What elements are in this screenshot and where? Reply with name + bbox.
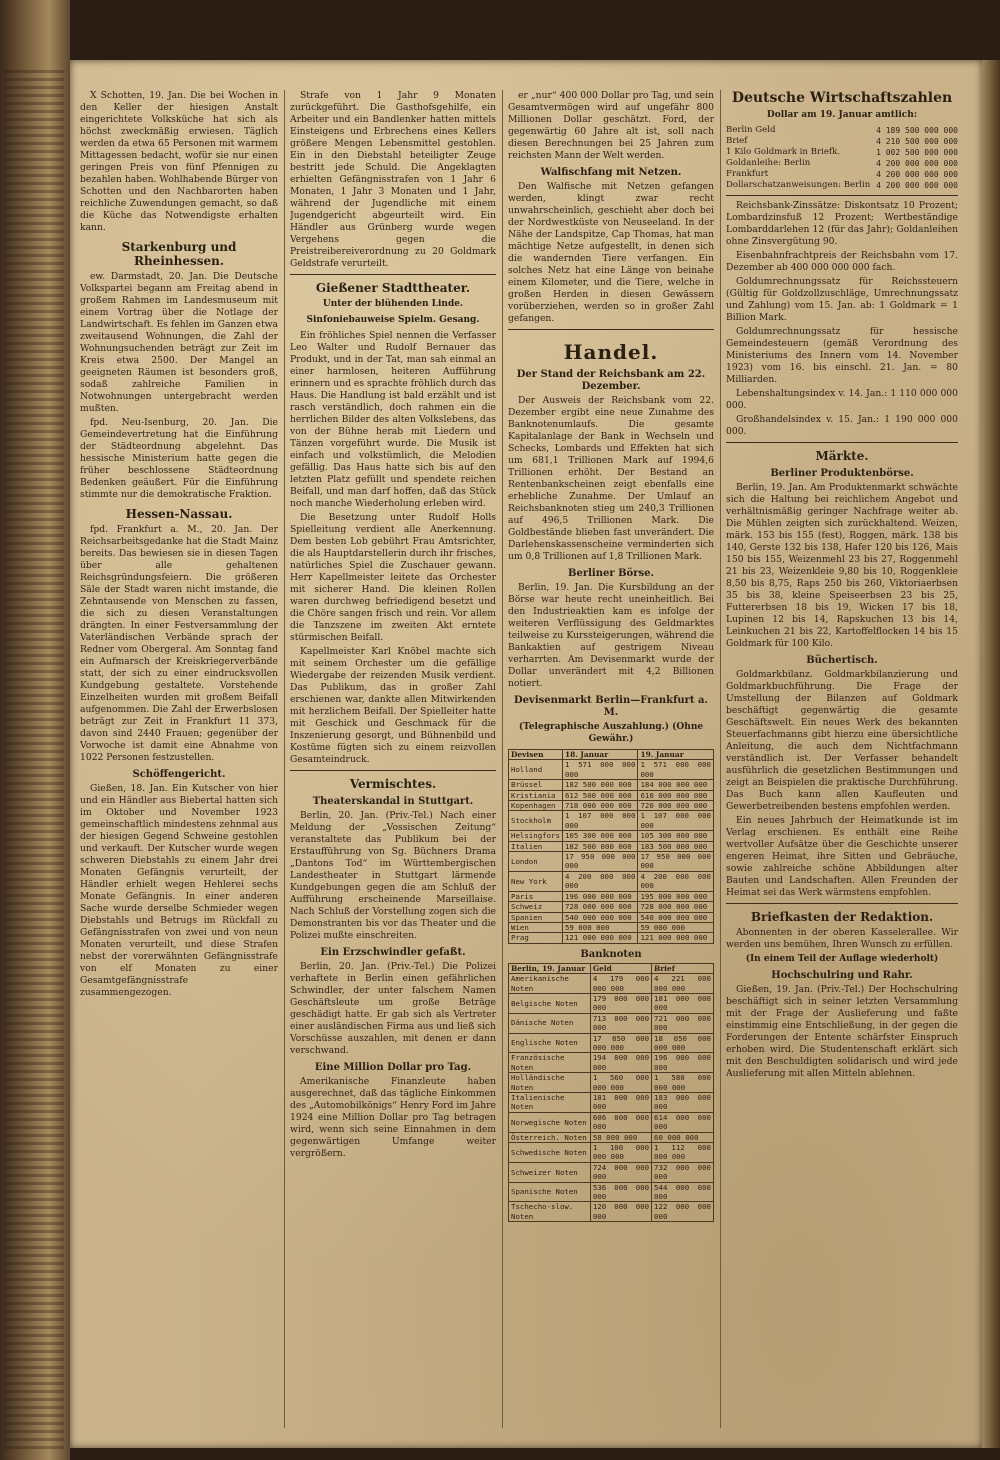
- table-cell: 121 000 000 000: [638, 933, 714, 943]
- article-paragraph: Berlin, 19. Jan. Am Produktenmarkt schwächte sich die Haltung bei reichlichem Angebot und verhältnismäßig geringer Nachfrage weiter ab. Die Mühlen zeigten sich zurückhaltend. Weizen, märk. 153 bis 155 (fest), Roggen, märk. 138 bis 140, Gerste 132 bis 138, Hafer 120 bis 126, Mais 150 bis 155, Weizenmehl 23 bis 27, Roggenmehl 21 bis 23, Weizenkleie 9,80 bis 10, Roggenkleie 8,50 bis 8,75, Raps 250 bis 260, Viktoriaerbsen 35 bis 38, kleine Speiseerbsen 23 bis 25, Futtererbsen 18 bis 19, Wicken 17 bis 18, Lupinen 12 bis 14, Rapskuchen 13 bis 14, Leinkuchen 21 bis 22, Kartoffelflocken 14 bis 15 Goldmark für 100 Kilo.: [726, 482, 958, 649]
- column-4: [726, 90, 958, 1428]
- table-cell: 536 000 000 000: [590, 1182, 651, 1202]
- table-subtitle: (Telegraphische Auszahlung.) (Ohne Gewähr.): [518, 722, 704, 744]
- table-cell: London: [509, 852, 563, 872]
- table-cell: Dänische Noten: [509, 1013, 591, 1033]
- article-paragraph: Berlin, 19. Jan. Die Kursbildung an der Börse war heute recht uneinheitlich. Bei den Industrieaktien kam es infolge der weiteren Verflüssigung des Geldmarktes teilweise zu Kurssteigerungen, während die Bankaktien auf gestrigem Niveau verharrten. Am Devisenmarkt wurde der Dollar unverändert mit 4,2 Billionen notiert.: [508, 582, 714, 689]
- article-heading: Theaterskandal in Stuttgart.: [312, 796, 474, 807]
- table-row: [509, 974, 714, 994]
- table-cell: 59 000 000: [562, 922, 638, 932]
- table-cell: 194 000 000 000: [590, 1053, 651, 1073]
- section-heading-handel: Handel.: [563, 340, 659, 364]
- table-cell: 718 000 000 000: [562, 801, 638, 811]
- table-row: [509, 1143, 714, 1163]
- table-cell: Prag: [509, 933, 563, 943]
- column-rule: [720, 90, 721, 1428]
- table-cell: 181 000 000 000: [590, 1093, 651, 1113]
- article-paragraph: Goldmarkbilanz. Goldmarkbilanzierung und Goldmarkbuchführung. Die Frage der Umstellung der Bilanzen auf Goldmark beschäftigt gegenwärtig die gesamte Geschäftswelt. Ein neues Werk des bekannten Steuerfachmanns gibt hierzu eine übersichtliche Anleitung, die auch dem Nichtfachmann verständlich ist. Der Verfasser behandelt ausführlich die gesetzlichen Bestimmungen und zeigt an Beispielen die praktische Durchführung. Das Buch kann allen Kaufleuten und Gewerbetreibenden bestens empfohlen werden.: [726, 669, 958, 812]
- table-cell: 184 000 000 000: [638, 780, 714, 790]
- table-row: [509, 811, 714, 831]
- divider: [508, 329, 714, 330]
- adjacent-page-text: [4, 70, 64, 1450]
- table-row: [509, 1033, 714, 1053]
- article-paragraph: Berlin, 20. Jan. (Priv.-Tel.) Die Polizei verhaftete in Berlin einen gefährlichen Schwindler, der unter falschem Namen Geschäftsleute um große Beträge geschädigt hatte. Er gab sich als Vertreter einer ausländischen Firma aus und ließ sich Vorschüsse auszahlen, mit denen er dann verschwand.: [290, 961, 496, 1056]
- table-cell: Stockholm: [509, 811, 563, 831]
- article-paragraph: Kapellmeister Karl Knöbel machte sich mit seinem Orchester um die gefällige Wiedergabe der reizenden Musik verdient. Das Publikum, das in großer Zahl erschienen war, dankte allen Mitwirkenden mit herzlichem Beifall. Der Spielleiter hatte mit Geschick und Geschmack für die Inszenierung gesorgt, und Bühnenbild und Kostüme fügten sich zu einem reizvollen Gesamteindruck.: [290, 646, 496, 765]
- table-cell: 183 000 000 000: [652, 1093, 714, 1113]
- table-cell: 540 000 000 000: [638, 912, 714, 922]
- table-cell: 606 000 000 000: [590, 1112, 651, 1132]
- article-paragraph: Reichsbank-Zinssätze: Diskontsatz 10 Prozent; Lombardzinsfuß 12 Prozent; Wertbeständige Lombarddarlehen 12 (für das Jahr); Goldanleihen ohne Zinsvergütung 90.: [726, 200, 958, 247]
- divider: [290, 770, 496, 771]
- table-cell: 196 000 000 000: [652, 1053, 714, 1073]
- table-cell: New York: [509, 871, 563, 891]
- table-cell: Schweiz: [509, 902, 563, 912]
- table-row: [509, 871, 714, 891]
- article-paragraph: Abonnenten in der oberen Kasselerallee. Wir werden uns bemühen, Ihren Wunsch zu erfüllen.: [726, 927, 958, 950]
- table-cell: 544 000 000 000: [652, 1182, 714, 1202]
- article-paragraph: fpd. Neu-Isenburg, 20. Jan. Die Gemeindevertretung hat die Einführung der Städteordnung abgelehnt. Das hessische Ministerium hatte gegen die früher beschlossene Städteordnung Bedenken geäußert. Für die Einführung stimmte nur die demokratische Fraktion.: [80, 417, 278, 500]
- section-heading: Gießener Stadttheater.: [315, 281, 471, 295]
- table-title: Devisenmarkt Berlin—Frankfurt a. M.: [514, 695, 708, 718]
- rate-value: 4 200 000 000 000: [876, 170, 958, 179]
- table-cell: 713 000 000 000: [590, 1013, 651, 1033]
- article-paragraph: Den Walfische mit Netzen gefangen werden, klingt zwar recht unwahrscheinlich, geschieht aber doch bei der Nordwestküste von Neuseeland. In der Nähe der Landspitze, Cap Thomas, hat man mächtige Netze aufgestellt, in denen sich die wandernden Tiere verfangen. Ein solches Netz hat eine Länge von beinahe einem Kilometer, und die Tiere, welche in großen Herden in diesen Gewässern vorüberziehen, werden so in großer Zahl gefangen.: [508, 181, 714, 324]
- table-row: [509, 1132, 714, 1142]
- dollar-rates-list: [726, 125, 958, 191]
- rate-value: 4 200 000 000 000: [876, 181, 958, 190]
- table-row: [509, 1073, 714, 1093]
- table-cell: 728 000 000 000: [562, 902, 638, 912]
- table-cell: Österreich. Noten: [509, 1132, 591, 1142]
- table-row: [509, 891, 714, 901]
- table-cell: 721 000 000 000: [652, 1013, 714, 1033]
- table-row: [509, 902, 714, 912]
- rate-label: Brief: [726, 136, 748, 146]
- table-cell: Französische Noten: [509, 1053, 591, 1073]
- table-row: [509, 922, 714, 932]
- table-cell: 1 560 000 000 000: [590, 1073, 651, 1093]
- table-header-cell: 18. Januar: [562, 750, 638, 760]
- table-cell: 1 112 000 000 000: [652, 1143, 714, 1163]
- article-paragraph: Goldumrechnungssatz für hessische Gemeindesteuern (gemäß Verordnung des Ministeriums des Innern vom 14. November 1923) vom 16. bis einschl. 21. Jan. = 80 Milliarden.: [726, 326, 958, 385]
- article-paragraph: Berlin, 20. Jan. (Priv.-Tel.) Nach einer Meldung der „Vossischen Zeitung“ veranstaltete das Publikum bei der Erstaufführung von Sg. Büchners Drama „Dantons Tod“ im Württembergischen Landestheater in Stuttgart lärmende Kundgebungen gegen die am Schluß der Aufführung erscheinende Marseillaise. Nach Schluß der Vorstellung zogen sich die Demonstranten bis vor das Theater und die Polizei mußte einschreiten.: [290, 810, 496, 941]
- article-heading: Ein Erzschwindler gefaßt.: [320, 947, 466, 958]
- table-cell: Englische Noten: [509, 1033, 591, 1053]
- section-heading: Hessen-Nassau.: [125, 507, 233, 521]
- article-paragraph: fpd. Frankfurt a. M., 20. Jan. Der Reichsarbeitsgedanke hat die Stadt Mainz bereits. Das bewiesen sie in diesen Tagen über alle gehaltenen Reichsgründungsfeiern. Die größeren Säle der Stadt waren nicht imstande, die Zehntausende von Menschen zu fassen, die sich zu diesen Veranstaltungen drängten. In einer Festversammlung der Vaterländischen Verbände sprach der Redner vom Obergeral. Am Sonntag fand ein Aufmarsch der Kreiskriegerverbände statt, der sich zu einer eindrucksvollen Kundgebung gestaltete. Vorstehende Einzelheiten wurden mit großem Beifall aufgenommen. Die Zahl der Erwerbslosen beträgt zur Zeit in Frankfurt 11 373, davon sind 2440 Frauen; gegenüber der Vorwoche ist damit eine Abnahme von 1022 Personen festzustellen.: [80, 524, 278, 763]
- article-heading: Berliner Börse.: [568, 568, 654, 579]
- rate-row: [726, 158, 958, 169]
- column-rule: [284, 90, 285, 1428]
- table-title: Banknoten: [580, 948, 642, 960]
- table-cell: 105 300 000 000: [562, 831, 638, 841]
- article-paragraph: X Schotten, 19. Jan. Die bei Wochen in den Keller der hiesigen Anstalt eingerichtete Volksküche hat sich als höchst zweckmäßig erwiesen. Täglich werden da etwa 65 Personen mit warmem Mittagessen bedacht, wofür sie nur einen geringen Preis von fünf Pfennigen zu bezahlen haben. Wohlhabende Bürger von Schotten und den Nachbarorten haben reichliche Zuwendungen gemacht, so daß die Küche das Notwendigste erhalten kann.: [80, 90, 278, 233]
- article-paragraph: Ein neues Jahrbuch der Heimatkunde ist im Verlag erschienen. Es enthält eine Reihe wertvoller Aufsätze über die Geschichte unserer engeren Heimat, ihre Sitten und Gebräuche, sowie zahlreiche schöne Abbildungen alter Bauten und Landschaften. Allen Freunden der Heimat sei das Werk wärmstens empfohlen.: [726, 815, 958, 898]
- table-cell: 59 000 000: [638, 922, 714, 932]
- table-cell: 728 000 000 000: [638, 902, 714, 912]
- table-cell: Italien: [509, 841, 563, 851]
- table-cell: 60 000 000: [652, 1132, 714, 1142]
- rate-label: Berlin Geld: [726, 125, 776, 135]
- table-cell: 4 200 000 000 000: [562, 871, 638, 891]
- article-paragraph: Großhandelsindex v. 15. Jan.: 1 190 000 000 000.: [726, 414, 958, 437]
- table-cell: 17 950 000 000 000: [562, 852, 638, 872]
- page-edge-right: [980, 60, 1000, 1448]
- article-paragraph: ew. Darmstadt, 20. Jan. Die Deutsche Volkspartei begann am Freitag abend in großem Rahmen im Landesmuseum mit einem Vortrag über die Notlage der Landwirtschaft. Es fehlen im Ganzen etwa zweitausend Wohnungen, die Zahl der Wohnungsuchenden beträgt zur Zeit im Kreis etwa 2500. Der Mangel an geeigneten Räumen ist besonders groß, sodaß zahlreiche Familien in Notwohnungen untergebracht werden mußten.: [80, 271, 278, 414]
- table-row: [509, 760, 714, 780]
- table-header-cell: Geld: [590, 963, 651, 973]
- table-cell: Wien: [509, 922, 563, 932]
- rate-value: 1 002 500 000 000: [876, 148, 958, 157]
- column-1: [80, 90, 278, 1428]
- section-heading: Briefkasten der Redaktion.: [750, 910, 934, 924]
- table-cell: Spanien: [509, 912, 563, 922]
- article-subtitle: Unter der blühenden Linde.: [322, 299, 464, 309]
- article-paragraph: Der Ausweis der Reichsbank vom 22. Dezember ergibt eine neue Zunahme des Banknotenumlaufs. Die gesamte Kapitalanlage der Bank in Wechseln und Schecks, Lombards und Effekten hat sich um 681,1 Trillionen Mark auf 1994,6 Trillionen erhöht. Der Bestand an Rentenbankscheinen zeigt ebenfalls eine erhebliche Zunahme. Der Umlauf an Reichsbanknoten stieg um 240,3 Trillionen auf 496,5 Trillionen Mark. Die Goldbestände blieben fast unverändert. Die Darlehenskassenscheine verminderten sich um 0,8 Trillionen auf 1,8 Trillionen Mark.: [508, 395, 714, 562]
- table-cell: 183 500 000 000: [638, 841, 714, 851]
- article-heading: Eine Million Dollar pro Tag.: [314, 1062, 472, 1073]
- table-header-cell: Brief: [652, 963, 714, 973]
- table-row: [509, 912, 714, 922]
- table-cell: 540 000 000 000: [562, 912, 638, 922]
- table-cell: 4 221 000 000 000: [652, 974, 714, 994]
- article-paragraph: Strafe von 1 Jahr 9 Monaten zurückgeführt. Die Gasthofsgehilfe, ein Arbeiter und ein Bandlenker hatten mittels Einsteigens und Erbrechens eines Kellers größere Mengen Lebensmittel gestohlen. Ein in den Diebstahl beteiligter Zeuge bestritt jede Schuld. Die Angeklagten erhielten Gefängnisstrafen von 1 Jahr 6 Monaten, 1 Jahr 3 Monaten und 1 Jahr, während der Jugendliche mit einem Jugendgericht abgeurteilt wird. Ein Händler aus Grünberg wurde wegen Vergehens gegen die Preistreibereiverordnung zu 20 Goldmark Geldstrafe verurteilt.: [290, 90, 496, 269]
- rate-row: [726, 136, 958, 147]
- rate-value: 4 200 000 000 000: [876, 159, 958, 168]
- table-cell: 196 000 000 000: [562, 891, 638, 901]
- newspaper-page: [70, 60, 982, 1448]
- table-cell: 182 500 000 000: [562, 780, 638, 790]
- column-3: [508, 90, 714, 1428]
- divider: [726, 903, 958, 904]
- table-cell: 720 000 000 000: [638, 801, 714, 811]
- table-cell: Kopenhagen: [509, 801, 563, 811]
- adjacent-page-edge: [0, 0, 70, 1460]
- rate-label: 1 Kilo Goldmark in Briefk.: [726, 147, 841, 157]
- article-subtitle: (In einem Teil der Auflage wiederholt): [745, 954, 939, 964]
- table-cell: 1 571 000 000 000: [638, 760, 714, 780]
- table-cell: 121 000 000 000: [562, 933, 638, 943]
- table-header-cell: Berlin, 19. Januar: [509, 963, 591, 973]
- article-paragraph: Die Besetzung unter Rudolf Holls Spielleitung verdient alle Anerkennung. Dem besten Lob gebührt Frau Amtsrichter, die als Hauptdarstellerin durch ihr frisches, natürliches Spiel die Zuschauer gewann. Herr Kapellmeister leitete das Orchester mit sicherer Hand. Die kleinen Rollen waren durchweg befriedigend besetzt und die Chöre sangen frisch und rein. Vor allem die Tanzszene im zweiten Akt erntete stürmischen Beifall.: [290, 512, 496, 643]
- table-row: [509, 852, 714, 872]
- rate-row: [726, 180, 958, 191]
- table-cell: 179 000 000 000: [590, 993, 651, 1013]
- table-cell: 182 500 000 000: [562, 841, 638, 851]
- divider: [726, 195, 958, 196]
- table-row: [509, 1013, 714, 1033]
- table-cell: 122 000 000 000: [652, 1202, 714, 1222]
- section-heading: Schöffengericht.: [132, 769, 226, 780]
- column-rule: [502, 90, 503, 1428]
- rate-value: 4 189 500 000 000: [876, 126, 958, 135]
- table-header-cell: 19. Januar: [638, 750, 714, 760]
- table-cell: Spanische Noten: [509, 1182, 591, 1202]
- article-paragraph: Amerikanische Finanzleute haben ausgerechnet, daß das tägliche Einkommen des „Automobilkönigs“ Henry Ford im Jahre 1924 eine Million Dollar pro Tag betragen wird, wenn sich seine Einnahmen in dem gegenwärtigen Umfange weiter vergrößern.: [290, 1076, 496, 1159]
- table-cell: Brüssel: [509, 780, 563, 790]
- article-heading: Hochschulring und Rahr.: [771, 970, 913, 981]
- divider: [290, 274, 496, 275]
- table-cell: 1 107 000 000 000: [638, 811, 714, 831]
- article-paragraph: Gießen, 18. Jan. Ein Kutscher von hier und ein Händler aus Biebertal hatten sich im Oktober und November 1923 gemeinschaftlich mindestens zehnmal aus der hiesigen Gegend Schweine gestohlen und verkauft. Der Kutscher wurde wegen schweren Diebstahls zu einem Jahr drei Monaten Gefängnis verurteilt, der Händler erhielt wegen Hehlerei sechs Monate Gefängnis. In einer anderen Sache wurde derselbe Schmieder wegen Diebstahls und Betrugs im Rückfall zu Gefängnisstrafen von zwei und von neun Monaten verurteilt, und diese Strafen nebst der vorerwähnten Gefängnisstrafe von elf Monaten zu einer Gesamtgefängnisstrafe zusammengezogen.: [80, 783, 278, 998]
- table-cell: 181 000 000 000: [652, 993, 714, 1013]
- table-row: [509, 780, 714, 790]
- table-cell: 4 200 000 000 000: [638, 871, 714, 891]
- table-row: [509, 790, 714, 800]
- table-cell: 1 580 000 000 000: [652, 1073, 714, 1093]
- table-row: [509, 831, 714, 841]
- table-cell: Helsingfors: [509, 831, 563, 841]
- table-cell: Holländische Noten: [509, 1073, 591, 1093]
- article-heading: Büchertisch.: [806, 655, 878, 666]
- article-paragraph: Eisenbahnfrachtpreis der Reichsbahn vom 17. Dezember ab 400 000 000 000 fach.: [726, 250, 958, 273]
- table-cell: 195 000 000 000: [638, 891, 714, 901]
- devisen-table: [508, 749, 714, 944]
- table-cell: 1 100 000 000 000: [590, 1143, 651, 1163]
- article-paragraph: Ein fröhliches Spiel nennen die Verfasser Leo Walter und Rudolf Bernauer das Produkt, und in der Tat, man sah einmal an einer harmlosen, heiteren Aufführung erinnern und es sprachte fröhlich durch das Haus. Die Handlung ist bald erzählt und ist rasch verständlich, doch rahmen ein die herrlichen Bilder des alten Volkslebens, das von der Bühne herab mit Liedern und Tänzen vorgeführt wurde. Die Musik ist einfach und volkstümlich, die Melodien gefällig. Das Haus hatte sich bis auf den letzten Platz gefüllt und spendete reichen Beifall, und man darf hoffen, daß das Stück noch manche Wiederholung erleben wird.: [290, 330, 496, 509]
- table-cell: 120 000 000 000: [590, 1202, 651, 1222]
- table-cell: 1 107 000 000 000: [562, 811, 638, 831]
- banknoten-table: [508, 963, 714, 1223]
- table-row: [509, 841, 714, 851]
- section-heading: Märkte.: [815, 449, 869, 463]
- rate-row: [726, 147, 958, 158]
- table-cell: 732 000 000 000: [652, 1162, 714, 1182]
- table-row: [509, 1182, 714, 1202]
- table-cell: Italienische Noten: [509, 1093, 591, 1113]
- table-cell: 17 950 000 000 000: [638, 852, 714, 872]
- rate-label: Dollarschatzanweisungen: Berlin: [726, 180, 871, 190]
- table-cell: Belgische Noten: [509, 993, 591, 1013]
- table-cell: Tschecho-slow. Noten: [509, 1202, 591, 1222]
- table-row: [509, 933, 714, 943]
- table-row: [509, 1202, 714, 1222]
- article-heading: Walfischfang mit Netzen.: [540, 167, 682, 178]
- table-header-cell: Devisen: [509, 750, 563, 760]
- table-row: [509, 801, 714, 811]
- table-cell: Norwegische Noten: [509, 1112, 591, 1132]
- table-cell: Amerikanische Noten: [509, 974, 591, 994]
- table-cell: Paris: [509, 891, 563, 901]
- table-row: [509, 1093, 714, 1113]
- rate-value: 4 210 500 000 000: [876, 137, 958, 146]
- table-row: [509, 1162, 714, 1182]
- article-subtitle: Sinfoniebauweise Spielm. Gesang.: [306, 315, 480, 325]
- table-row: [509, 993, 714, 1013]
- table-cell: Schweizer Noten: [509, 1162, 591, 1182]
- rate-label: Goldanleihe: Berlin: [726, 158, 811, 168]
- divider: [726, 442, 958, 443]
- table-cell: 724 000 000 000: [590, 1162, 651, 1182]
- rate-row: [726, 125, 958, 136]
- article-heading: Der Stand der Reichsbank am 22. Dezember.: [516, 369, 706, 392]
- article-paragraph: Goldumrechnungssatz für Reichssteuern (Gültig für Goldzollzuschläge, Umrechnungssatz und Zahlung) vom 15. Jan. ab: 1 Goldmark = 1 Billion Mark.: [726, 276, 958, 323]
- rate-row: [726, 169, 958, 180]
- table-cell: 17 850 000 000 000: [590, 1033, 651, 1053]
- table-cell: 4 179 000 000 000: [590, 974, 651, 994]
- column-2: [290, 90, 496, 1428]
- section-heading: Deutsche Wirtschaftszahlen: [731, 90, 953, 106]
- table-row: [509, 1053, 714, 1073]
- table-cell: 58 000 000: [590, 1132, 651, 1142]
- article-paragraph: er „nur“ 400 000 Dollar pro Tag, und sein Gesamtvermögen wird auf ungefähr 800 Millionen Dollar geschätzt. Ford, der gegenwärtig 60 Jahre alt ist, soll nach diesen Berechnungen bei 25 Jahren zum reichsten Mann der Welt werden.: [508, 90, 714, 161]
- table-cell: 18 050 000 000 000: [652, 1033, 714, 1053]
- article-paragraph: Gießen, 19. Jan. (Priv.-Tel.) Der Hochschulring beschäftigt sich in seiner letzten Versammlung mit der Frage der Auslieferung und faßte einstimmig eine Entschließung, in der gegen die Forderungen der Entente schärfster Einspruch erhoben wird. Die Studentenschaft erklärt sich mit den Beschuldigten solidarisch und wird jede Auslieferung mit allen Mitteln ablehnen.: [726, 984, 958, 1079]
- section-heading: Vermischtes.: [349, 777, 437, 791]
- table-cell: 105 300 000 000: [638, 831, 714, 841]
- table-cell: Holland: [509, 760, 563, 780]
- table-row: [509, 1112, 714, 1132]
- table-cell: Schwedische Noten: [509, 1143, 591, 1163]
- table-cell: 614 000 000 000: [652, 1112, 714, 1132]
- table-cell: Kristiania: [509, 790, 563, 800]
- table-cell: 610 000 000 000: [638, 790, 714, 800]
- table-cell: 612 500 000 000: [562, 790, 638, 800]
- article-subtitle: Dollar am 19. Januar amtlich:: [766, 110, 918, 120]
- rate-label: Frankfurt: [726, 169, 769, 179]
- article-paragraph: Lebenshaltungsindex v. 14. Jan.: 1 110 000 000 000.: [726, 388, 958, 411]
- table-cell: 1 571 000 000 000: [562, 760, 638, 780]
- article-heading: Berliner Produktenbörse.: [770, 468, 914, 479]
- section-heading: Starkenburg und Rheinhessen.: [121, 240, 237, 268]
